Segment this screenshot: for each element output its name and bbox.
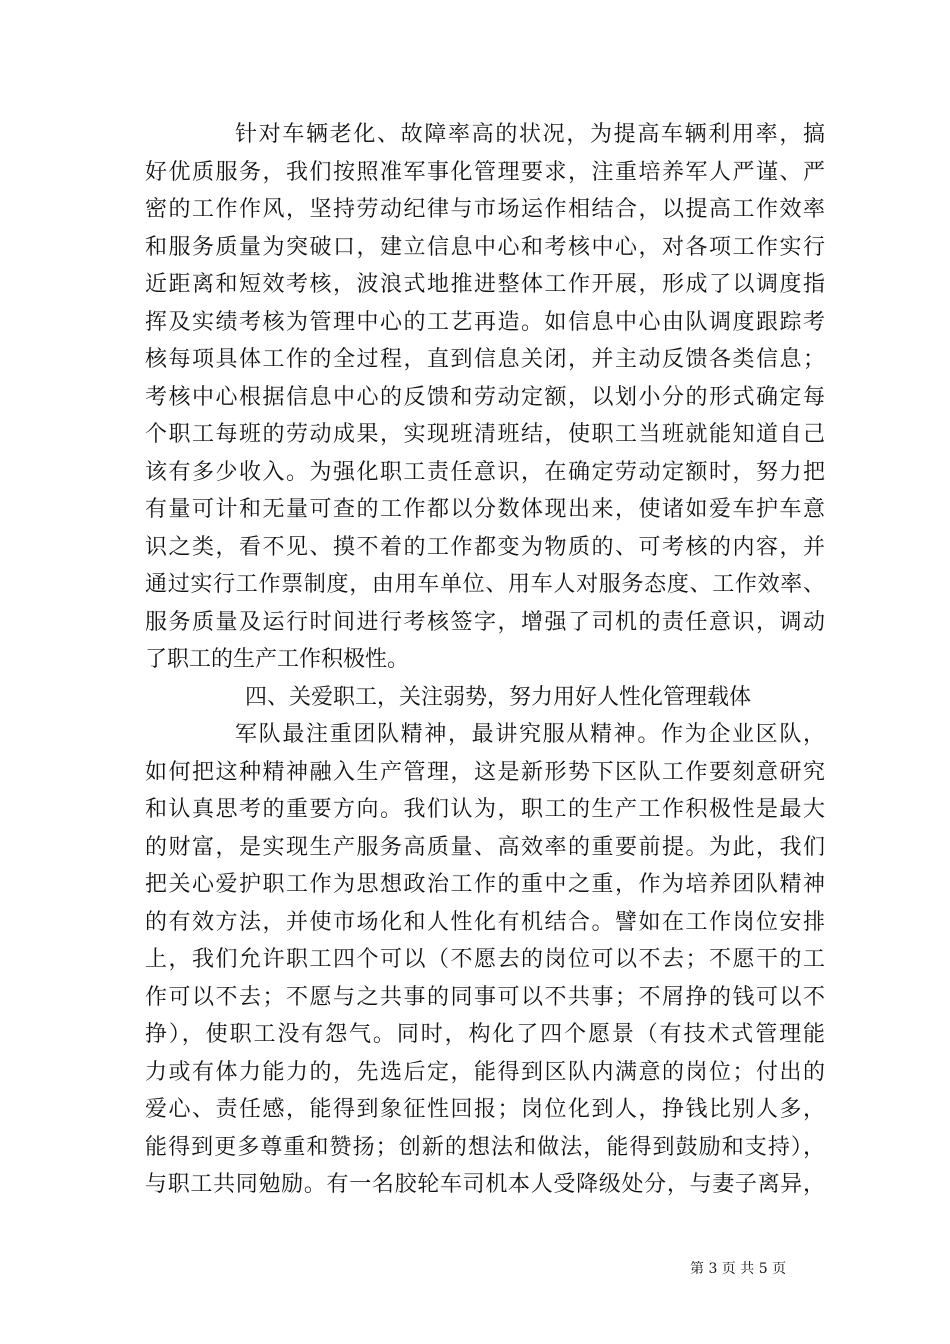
paragraph-line: 服务质量及运行时间进行考核签字，增强了司机的责任意识，调动 [145, 609, 825, 635]
paragraph-line: 了职工的生产工作积极性。 [145, 647, 410, 672]
paragraph-line: 核每项具体工作的全过程，直到信息关闭，并主动反馈各类信息； [145, 347, 825, 372]
paragraph-line: 把关心爱护职工作为思想政治工作的重中之重，作为培养团队精神 [145, 872, 825, 897]
paragraph-line: 挣），使职工没有怨气。同时，构化了四个愿景（有技术式管理能 [145, 1022, 825, 1047]
paragraph-line: 和服务质量为突破口，建立信息中心和考核中心，对各项工作实行 [145, 234, 825, 260]
paragraph-line: 个职工每班的劳动成果，实现班清班结，使职工当班就能知道自己 [145, 422, 825, 447]
paragraph-line: 爱心、责任感，能得到象征性回报；岗位化到人，挣钱比别人多， [145, 1097, 825, 1122]
paragraph-line: 的有效方法，并使市场化和人性化有机结合。譬如在工作岗位安排 [145, 909, 825, 935]
paragraph-line: 识之类，看不见、摸不着的工作都变为物质的、可考核的内容，并 [145, 534, 825, 560]
paragraph-line: 如何把这种精神融入生产管理，这是新形势下区队工作要刻意研究 [145, 759, 825, 785]
paragraph-line: 近距离和短效考核，波浪式地推进整体工作开展，形成了以调度指 [145, 272, 825, 297]
body-text [145, 116, 825, 1204]
paragraph-line: 该有多少收入。为强化职工责任意识，在确定劳动定额时，努力把 [145, 459, 825, 485]
paragraph-line: 能得到更多尊重和赞扬；创新的想法和做法，能得到鼓励和支持）， [145, 1134, 825, 1160]
paragraph-line: 军队最注重团队精神，最讲究服从精神。作为企业区队， [235, 722, 825, 747]
paragraph-line: 上，我们允许职工四个可以（不愿去的岗位可以不去；不愿干的工 [145, 947, 825, 972]
page-number: 第 3 页 共 5 页 [690, 1261, 787, 1277]
paragraph-line: 考核中心根据信息中心的反馈和劳动定额，以划小分的形式确定每 [145, 384, 825, 410]
section-heading: 四、关爱职工，关注弱势，努力用好人性化管理载体 [245, 684, 752, 710]
paragraph-line: 通过实行工作票制度，由用车单位、用车人对服务态度、工作效率、 [145, 572, 825, 597]
paragraph-line: 力或有体力能力的，先选后定，能得到区队内满意的岗位；付出的 [145, 1059, 825, 1085]
paragraph-line: 有量可计和无量可查的工作都以分数体现出来，使诸如爱车护车意 [145, 497, 825, 522]
paragraph-line: 针对车辆老化、故障率高的状况，为提高车辆利用率，搞 [235, 122, 825, 147]
paragraph-line: 密的工作作风，坚持劳动纪律与市场运作相结合，以提高工作效率 [145, 197, 825, 222]
paragraph-line: 与职工共同勉励。有一名胶轮车司机本人受降级处分，与妻子离异， [145, 1172, 825, 1197]
paragraph-line: 的财富，是实现生产服务高质量、高效率的重要前提。为此，我们 [145, 834, 825, 860]
paragraph-line: 好优质服务，我们按照准军事化管理要求，注重培养军人严谨、严 [145, 159, 825, 185]
paragraph-line: 挥及实绩考核为管理中心的工艺再造。如信息中心由队调度跟踪考 [145, 309, 825, 335]
paragraph-line: 和认真思考的重要方向。我们认为，职工的生产工作积极性是最大 [145, 797, 825, 822]
paragraph-line: 作可以不去；不愿与之共事的同事可以不共事；不屑挣的钱可以不 [145, 984, 825, 1010]
